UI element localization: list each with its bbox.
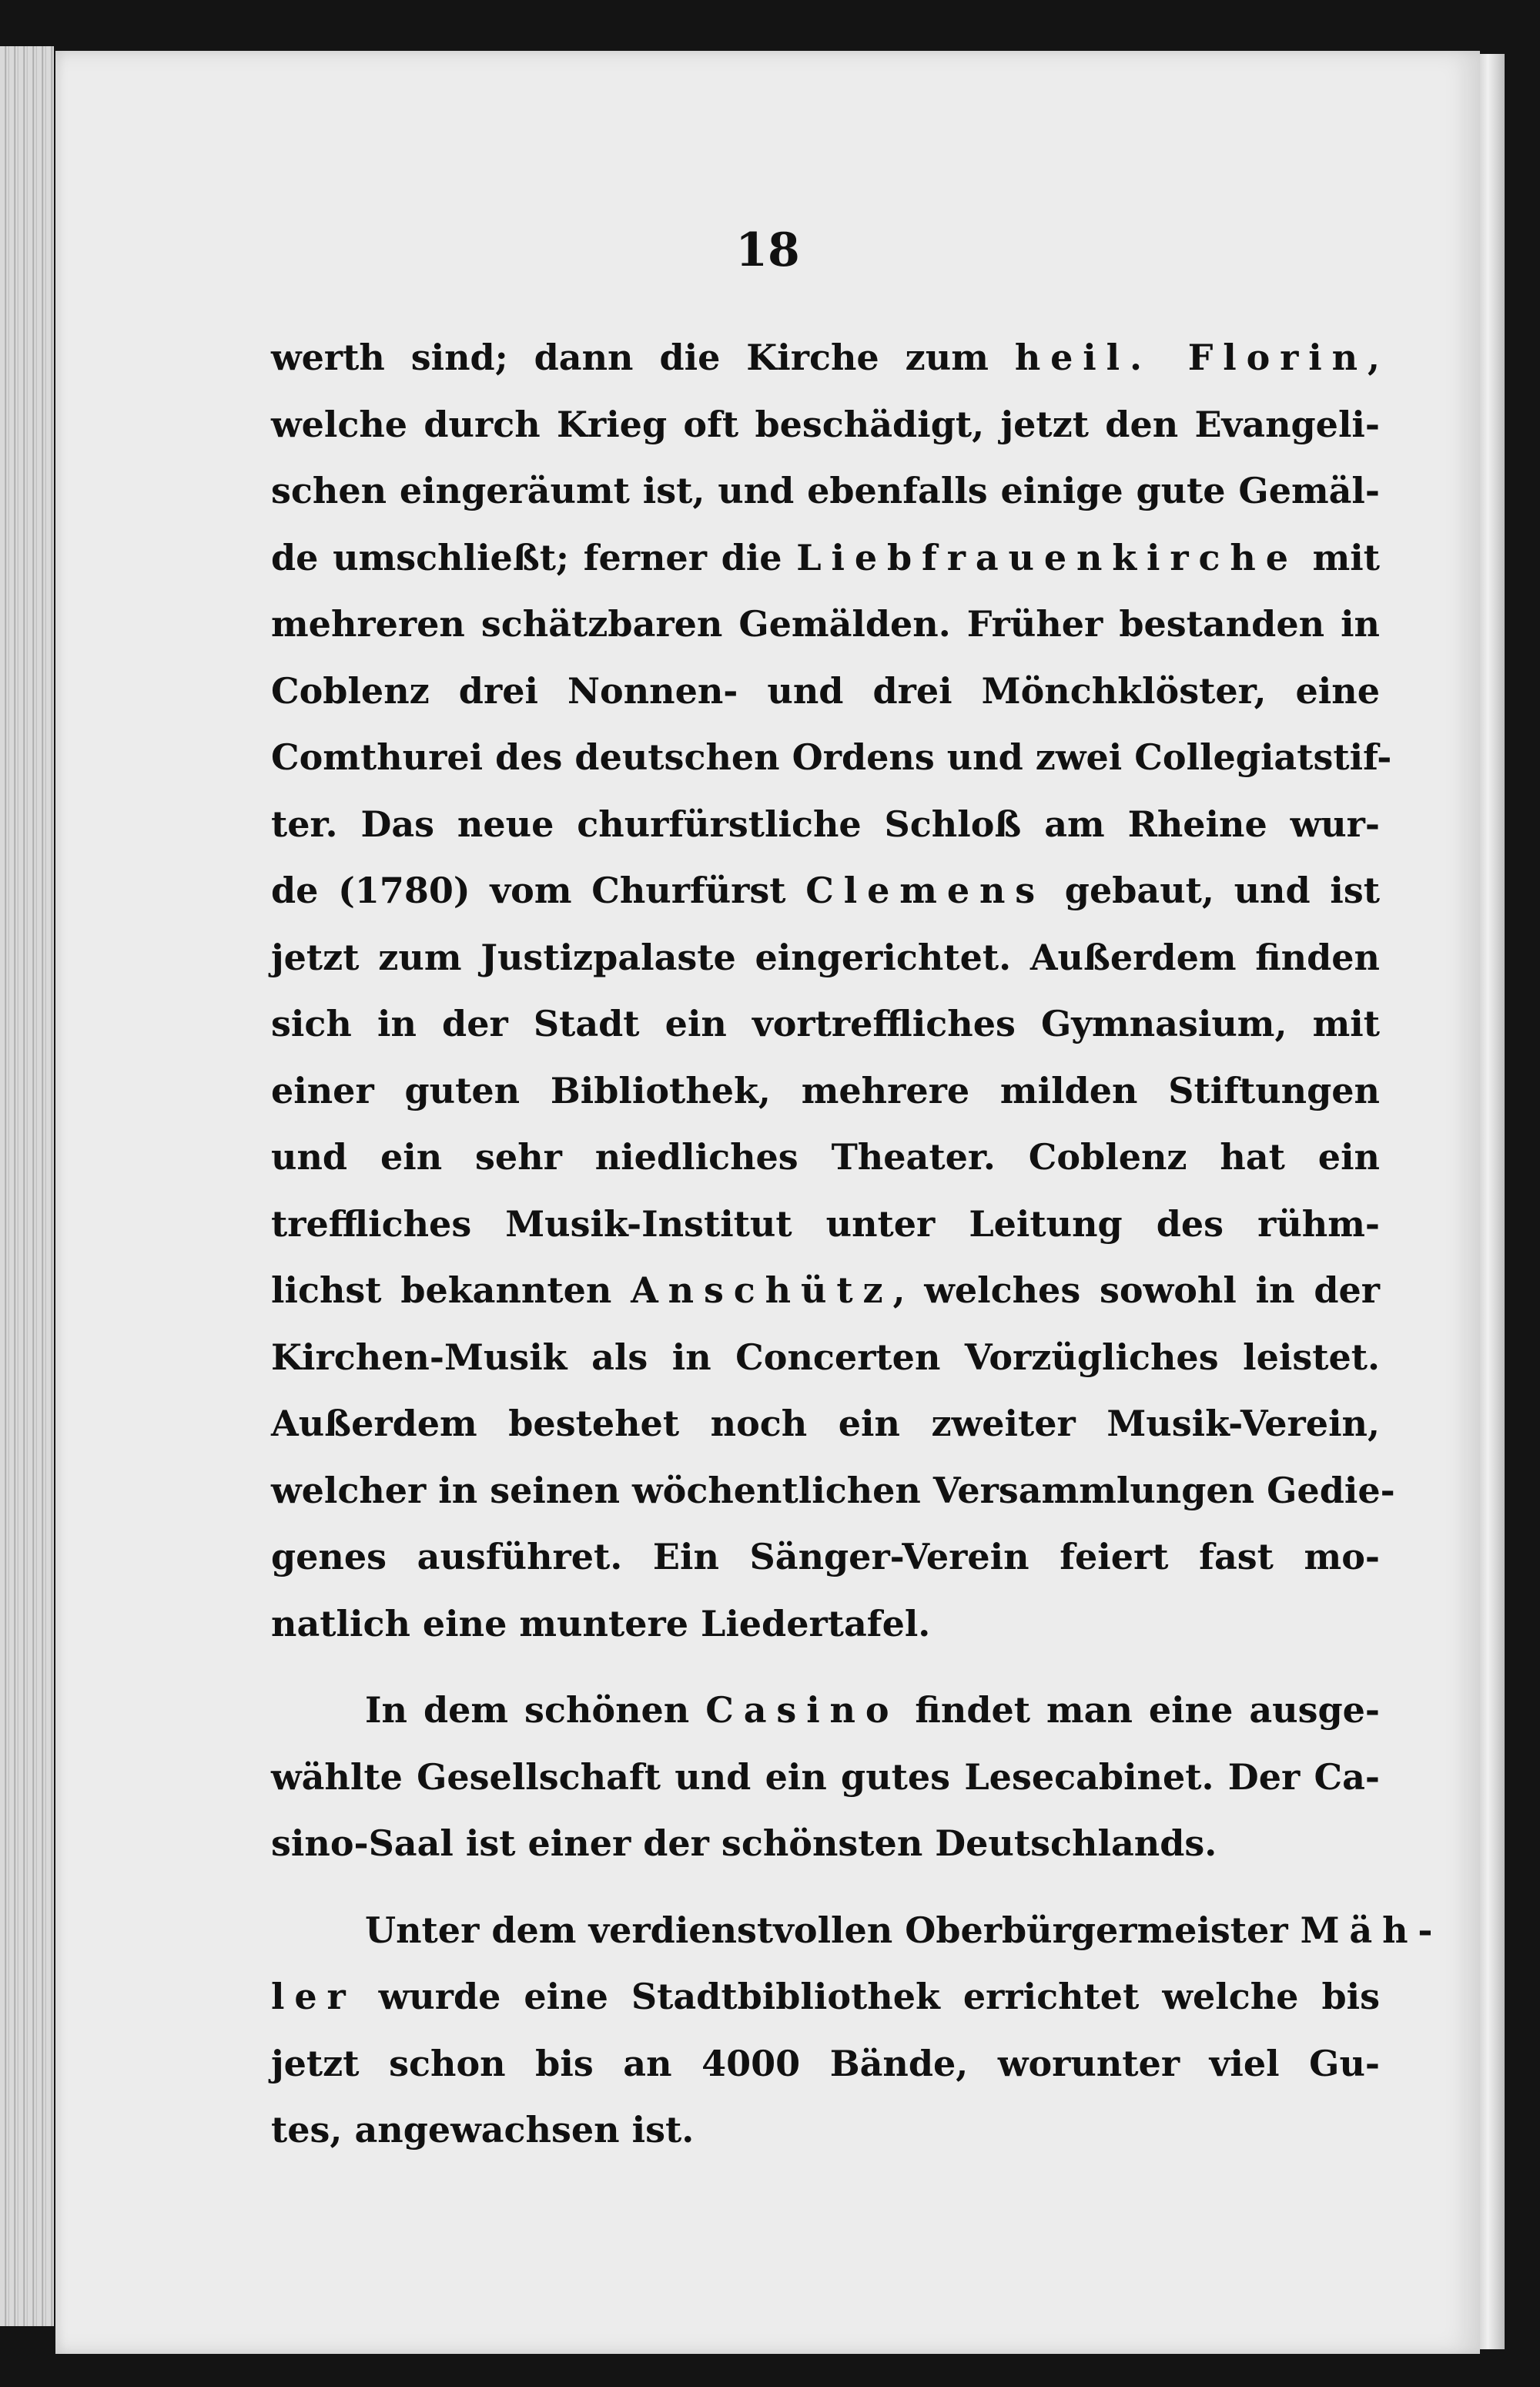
spaced-emphasis-text: Liebfrauenkirche — [796, 536, 1298, 578]
text-segment: schen eingeräumt ist, und ebenfalls einige gute Gemäl- — [271, 470, 1380, 511]
text-segment: de umschließt; ferner die — [271, 536, 797, 578]
text-segment: findet man eine ausge- — [899, 1689, 1381, 1731]
text-line — [271, 1677, 1380, 1744]
text-segment: und ein sehr niedliches Theater. Coblenz hat ein — [271, 1136, 1380, 1178]
text-segment: genes ausführet. Ein Sänger-Verein feiert fast mo- — [271, 1536, 1380, 1577]
spaced-emphasis-text: Clemens — [805, 870, 1046, 911]
paragraph — [271, 1677, 1380, 1877]
text-line — [271, 658, 1380, 725]
text-segment: de (1780) vom Churfürst — [271, 870, 806, 911]
text-segment: welche durch Krieg oft beschädigt, jetzt den Evangeli- — [271, 403, 1380, 445]
text-segment: tes, angewachsen ist. — [271, 2109, 695, 2151]
text-segment: Comthurei des deutschen Ordens und zwei Collegiatstif- — [271, 736, 1392, 778]
text-line — [271, 525, 1380, 592]
text-segment: gebaut, und ist — [1045, 870, 1380, 911]
text-segment: natlich eine muntere Liedertafel. — [271, 1602, 931, 1644]
text-segment: ter. Das neue churfürstliche Schloß am Rheine wur- — [271, 803, 1380, 845]
text-line — [271, 924, 1380, 991]
book-page-stack-edge — [0, 46, 54, 2326]
text-segment: In dem schönen — [365, 1689, 706, 1731]
text-segment: sich in der Stadt ein vortreffliches Gymnasium, mit — [271, 1003, 1380, 1044]
text-line — [271, 2030, 1380, 2097]
text-segment: Unter dem verdienstvollen Oberbürgermeister — [365, 1909, 1301, 1951]
spaced-emphasis-text: Anschütz — [631, 1269, 893, 1311]
text-segment: wählte Gesellschaft und ein gutes Lesecabinet. Der Ca- — [271, 1755, 1380, 1798]
text-line — [271, 791, 1380, 858]
text-segment: Coblenz drei Nonnen- und drei Mönchklöster, eine — [271, 669, 1380, 712]
spaced-emphasis-text: ler — [271, 1976, 356, 2017]
text-line — [271, 857, 1380, 924]
book-page — [55, 51, 1480, 2354]
text-line — [271, 1257, 1380, 1324]
paragraph-gap — [271, 1877, 1380, 1897]
text-line — [271, 458, 1380, 525]
text-line — [271, 1744, 1380, 1811]
page-number: 18 — [735, 223, 800, 277]
text-line — [271, 724, 1392, 791]
text-line — [271, 1810, 1380, 1877]
text-segment: sino-Saal ist einer der schönsten Deutschlands. — [271, 1822, 1217, 1864]
paragraph — [271, 324, 1395, 1657]
text-segment: Kirchen-Musik als in Concerten Vorzügliches leistet. — [271, 1336, 1380, 1378]
spaced-emphasis-text: Mäh- — [1300, 1909, 1443, 1951]
text-line — [271, 1324, 1380, 1391]
page-text — [271, 324, 1443, 2164]
text-segment: , welches sowohl in der — [892, 1269, 1380, 1311]
text-line — [271, 1390, 1380, 1457]
text-segment: welcher in seinen wöchentlichen Versammlungen Gedie- — [271, 1469, 1395, 1511]
text-line — [271, 1897, 1443, 1964]
text-segment: , — [1367, 337, 1380, 378]
text-line — [271, 991, 1380, 1058]
text-line — [271, 591, 1380, 658]
text-segment: einer guten Bibliothek, mehrere milden Stiftungen — [271, 1069, 1380, 1111]
text-line — [271, 2097, 1380, 2164]
spaced-emphasis-text: Casino — [705, 1689, 899, 1731]
text-segment: jetzt zum Justizpalaste eingerichtet. Außerdem finden — [271, 936, 1380, 978]
paragraph-gap — [271, 1657, 1380, 1677]
text-line — [271, 1591, 1380, 1658]
text-line — [271, 391, 1380, 458]
text-segment: jetzt schon bis an 4000 Bände, worunter viel Gu- — [271, 2042, 1380, 2084]
spaced-emphasis-text: heil. Florin — [1014, 337, 1368, 378]
text-line — [271, 1963, 1380, 2030]
text-line — [271, 1457, 1395, 1524]
text-line — [271, 1124, 1380, 1191]
text-segment: lichst bekannten — [271, 1269, 631, 1311]
text-line — [271, 1191, 1380, 1258]
text-segment: wurde eine Stadtbibliothek errichtet welche bis — [355, 1976, 1380, 2017]
text-line — [271, 1524, 1380, 1591]
paragraph — [271, 1897, 1443, 2164]
text-segment: treffliches Musik-Institut unter Leitung des rühm- — [271, 1202, 1380, 1245]
text-line — [271, 324, 1380, 391]
text-line — [271, 1058, 1380, 1125]
book-page-right-edge — [1477, 54, 1505, 2349]
text-segment: werth sind; dann die Kirche zum — [271, 337, 1015, 378]
text-segment: Außerdem bestehet noch ein zweiter Musik-Verein, — [271, 1403, 1380, 1444]
text-segment: mit — [1297, 536, 1380, 578]
text-segment: mehreren schätzbaren Gemälden. Früher bestanden in — [271, 603, 1380, 645]
